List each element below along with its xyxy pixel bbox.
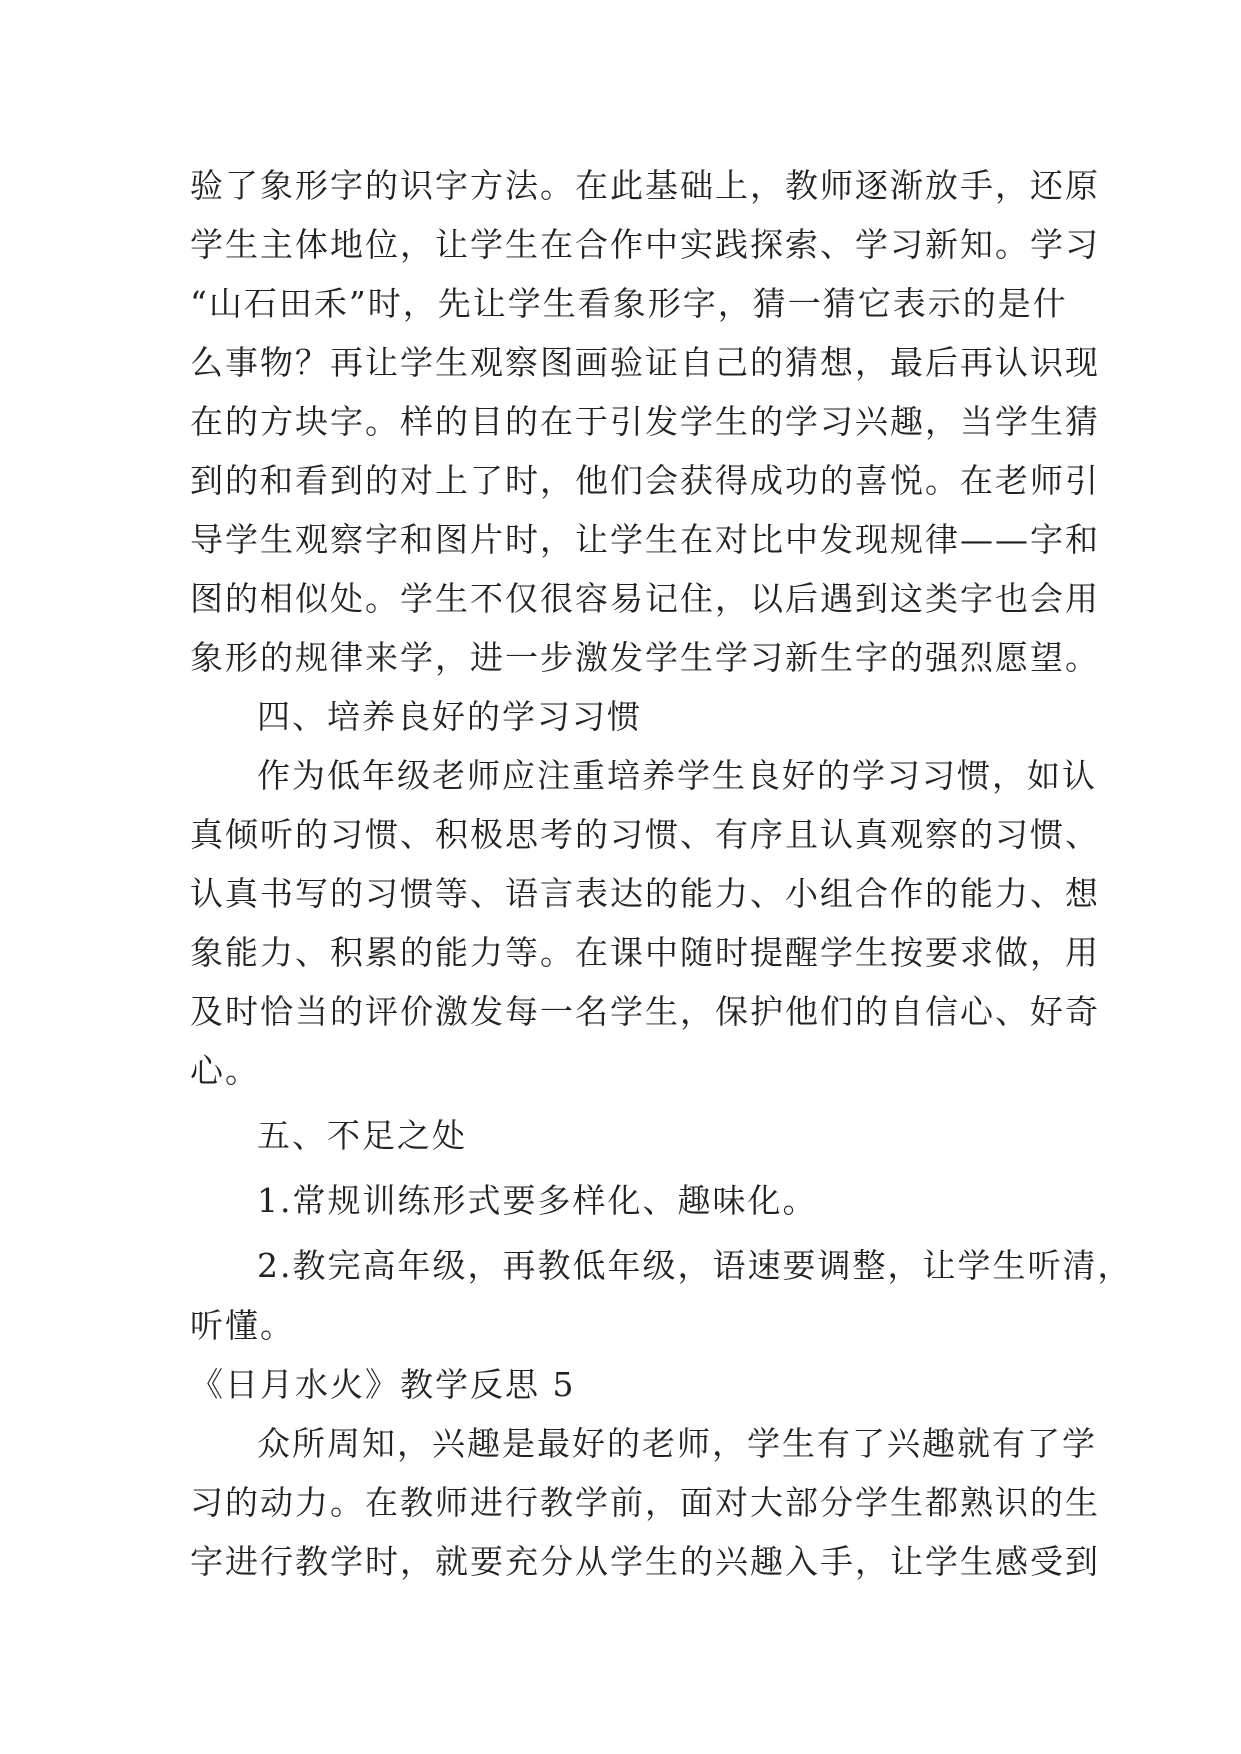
paragraph-line: “山石田禾”时，先让学生看象形字，猜一猜它表示的是什 bbox=[190, 284, 1068, 323]
paragraph-line: 导学生观察字和图片时，让学生在对比中发现规律——字和 bbox=[190, 520, 1100, 559]
paragraph-line: 习的动力。在教师进行教学前，面对大部分学生都熟识的生 bbox=[190, 1483, 1100, 1522]
paragraph-line: 象能力、积累的能力等。在课中随时提醒学生按要求做，用 bbox=[190, 933, 1100, 972]
article-title: 《日月水火》教学反思 5 bbox=[190, 1365, 576, 1404]
paragraph-line: 真倾听的习惯、积极思考的习惯、有序且认真观察的习惯、 bbox=[190, 815, 1100, 854]
paragraph-line: 验了象形字的识字方法。在此基础上，教师逐渐放手，还原 bbox=[190, 166, 1100, 205]
paragraph-line: 到的和看到的对上了时，他们会获得成功的喜悦。在老师引 bbox=[190, 461, 1100, 500]
paragraph-line: 作为低年级老师应注重培养学生良好的学习习惯，如认 bbox=[257, 756, 1097, 795]
paragraph-line: 在的方块字。样的目的在于引发学生的学习兴趣，当学生猜 bbox=[190, 402, 1100, 441]
paragraph-line: 认真书写的习惯等、语言表达的能力、小组合作的能力、想 bbox=[190, 874, 1100, 913]
section-heading: 四、培养良好的学习习惯 bbox=[257, 697, 642, 736]
paragraph-line: 图的相似处。学生不仅很容易记住，以后遇到这类字也会用 bbox=[190, 579, 1100, 618]
paragraph-line: 么事物？再让学生观察图画验证自己的猜想，最后再认识现 bbox=[190, 343, 1100, 382]
paragraph-line: 心。 bbox=[190, 1051, 260, 1090]
paragraph-line: 听懂。 bbox=[190, 1306, 295, 1345]
list-item: 1.常规训练形式要多样化、趣味化。 bbox=[257, 1181, 818, 1220]
paragraph-line: 象形的规律来学，进一步激发学生学习新生字的强烈愿望。 bbox=[190, 638, 1100, 677]
section-heading: 五、不足之处 bbox=[257, 1116, 467, 1155]
paragraph-line: 学生主体地位，让学生在合作中实践探索、学习新知。学习 bbox=[190, 225, 1100, 264]
list-item: 2.教完高年级，再教低年级，语速要调整，让学生听清， bbox=[257, 1246, 1133, 1285]
paragraph-line: 及时恰当的评价激发每一名学生，保护他们的自信心、好奇 bbox=[190, 992, 1100, 1031]
paragraph-line: 众所周知，兴趣是最好的老师，学生有了兴趣就有了学 bbox=[257, 1424, 1097, 1463]
paragraph-line: 字进行教学时，就要充分从学生的兴趣入手，让学生感受到 bbox=[190, 1542, 1100, 1581]
